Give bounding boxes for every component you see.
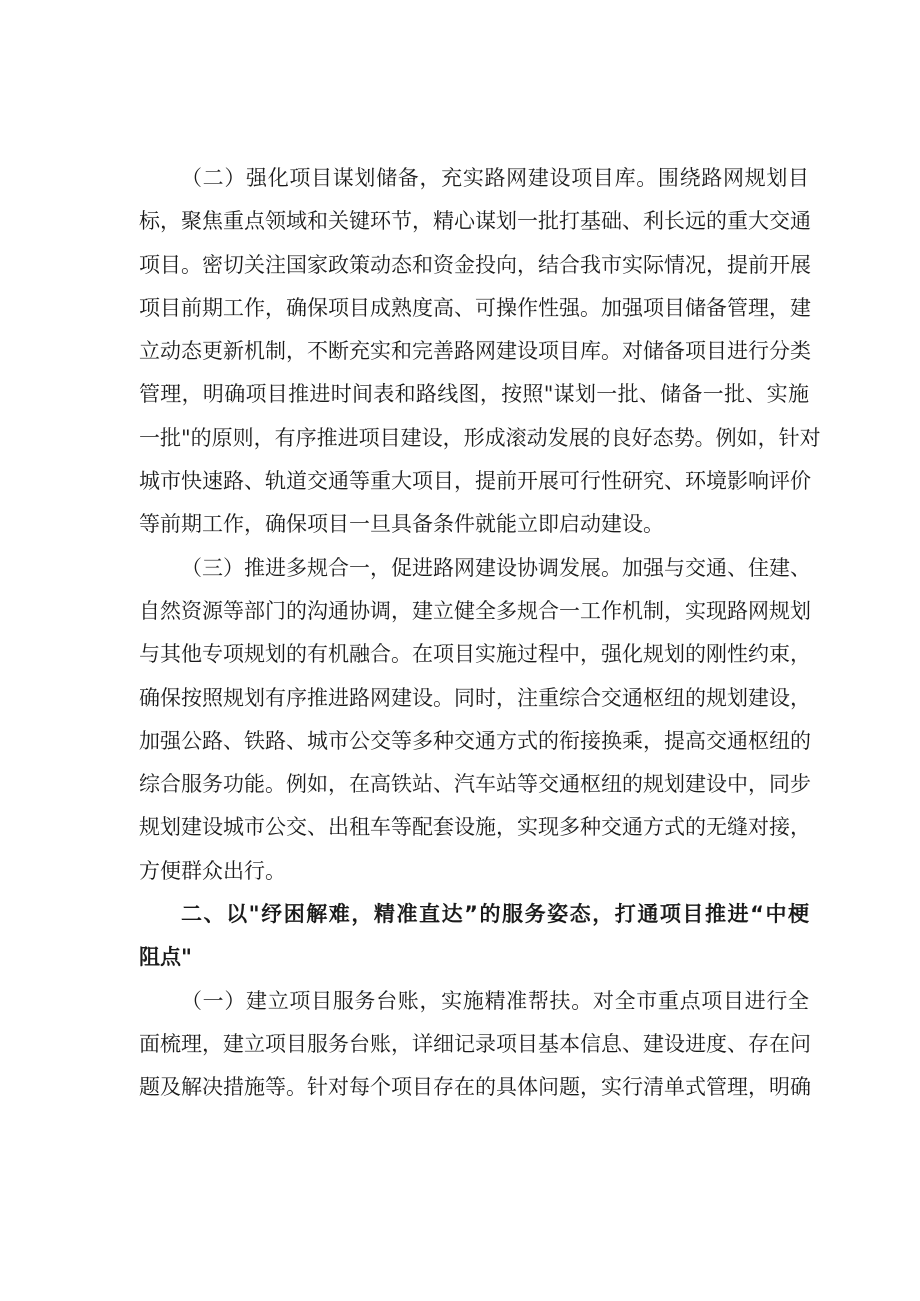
text-line: （三）推进多规合一，促进路网建设协调发展。加强与交通、住建、	[181, 555, 811, 580]
text-line: 加强公路、铁路、城市公交等多种交通方式的衔接换乘，提高交通枢纽的	[139, 728, 811, 753]
heading-line: 阻点"	[139, 945, 192, 970]
text-line: 管理，明确项目推进时间表和路线图，按照"谋划一批、储备一批、实施	[139, 382, 809, 407]
text-line: 面梳理，建立项目服务台账，详细记录项目基本信息、建设进度、存在问	[139, 1031, 811, 1056]
text-line: 立动态更新机制，不断充实和完善路网建设项目库。对储备项目进行分类	[139, 339, 811, 364]
text-line: 规划建设城市公交、出租车等配套设施，实现多种交通方式的无缝对接，	[139, 815, 811, 840]
paragraph-project-service-ledger	[139, 980, 809, 1110]
text-line: 确保按照规划有序推进路网建设。同时，注重综合交通枢纽的规划建设，	[139, 685, 811, 710]
text-line: 自然资源等部门的沟通协调，建立健全多规合一工作机制，实现路网规划	[139, 598, 811, 623]
section-heading	[139, 893, 809, 980]
text-line: 城市快速路、轨道交通等重大项目，提前开展可行性研究、环境影响评价	[139, 469, 811, 494]
text-line: 一批"的原则，有序推进项目建设，形成滚动发展的良好态势。例如，针对	[139, 425, 821, 450]
text-line: 项目前期工作，确保项目成熟度高、可操作性强。加强项目储备管理，建	[139, 295, 811, 320]
text-line: 方便群众出行。	[139, 858, 286, 883]
document-body	[139, 157, 821, 1110]
text-line: 与其他专项规划的有机融合。在项目实施过程中，强化规划的刚性约束，	[139, 642, 811, 667]
text-line: 标，聚焦重点领域和关键环节，精心谋划一批打基础、利长远的重大交通	[139, 209, 811, 234]
heading-line: 二、以"纾困解难，精准直达”的服务姿态，打通项目推进“中梗	[181, 902, 809, 927]
text-line: （一）建立项目服务台账，实施精准帮扶。对全市重点项目进行全	[181, 988, 809, 1013]
paragraph-multi-plan-integration	[139, 547, 809, 893]
text-line: 综合服务功能。例如，在高铁站、汽车站等交通枢纽的规划建设中，同步	[139, 772, 811, 797]
text-line: 题及解决措施等。针对每个项目存在的具体问题，实行清单式管理，明确	[139, 1075, 811, 1100]
text-line: 等前期工作，确保项目一旦具备条件就能立即启动建设。	[139, 512, 664, 537]
paragraph-project-planning-reserve	[139, 157, 821, 547]
text-line: （二）强化项目谋划储备，充实路网建设项目库。围绕路网规划目	[181, 166, 809, 190]
text-line: 项目。密切关注国家政策动态和资金投向，结合我市实际情况，提前开展	[139, 252, 811, 277]
